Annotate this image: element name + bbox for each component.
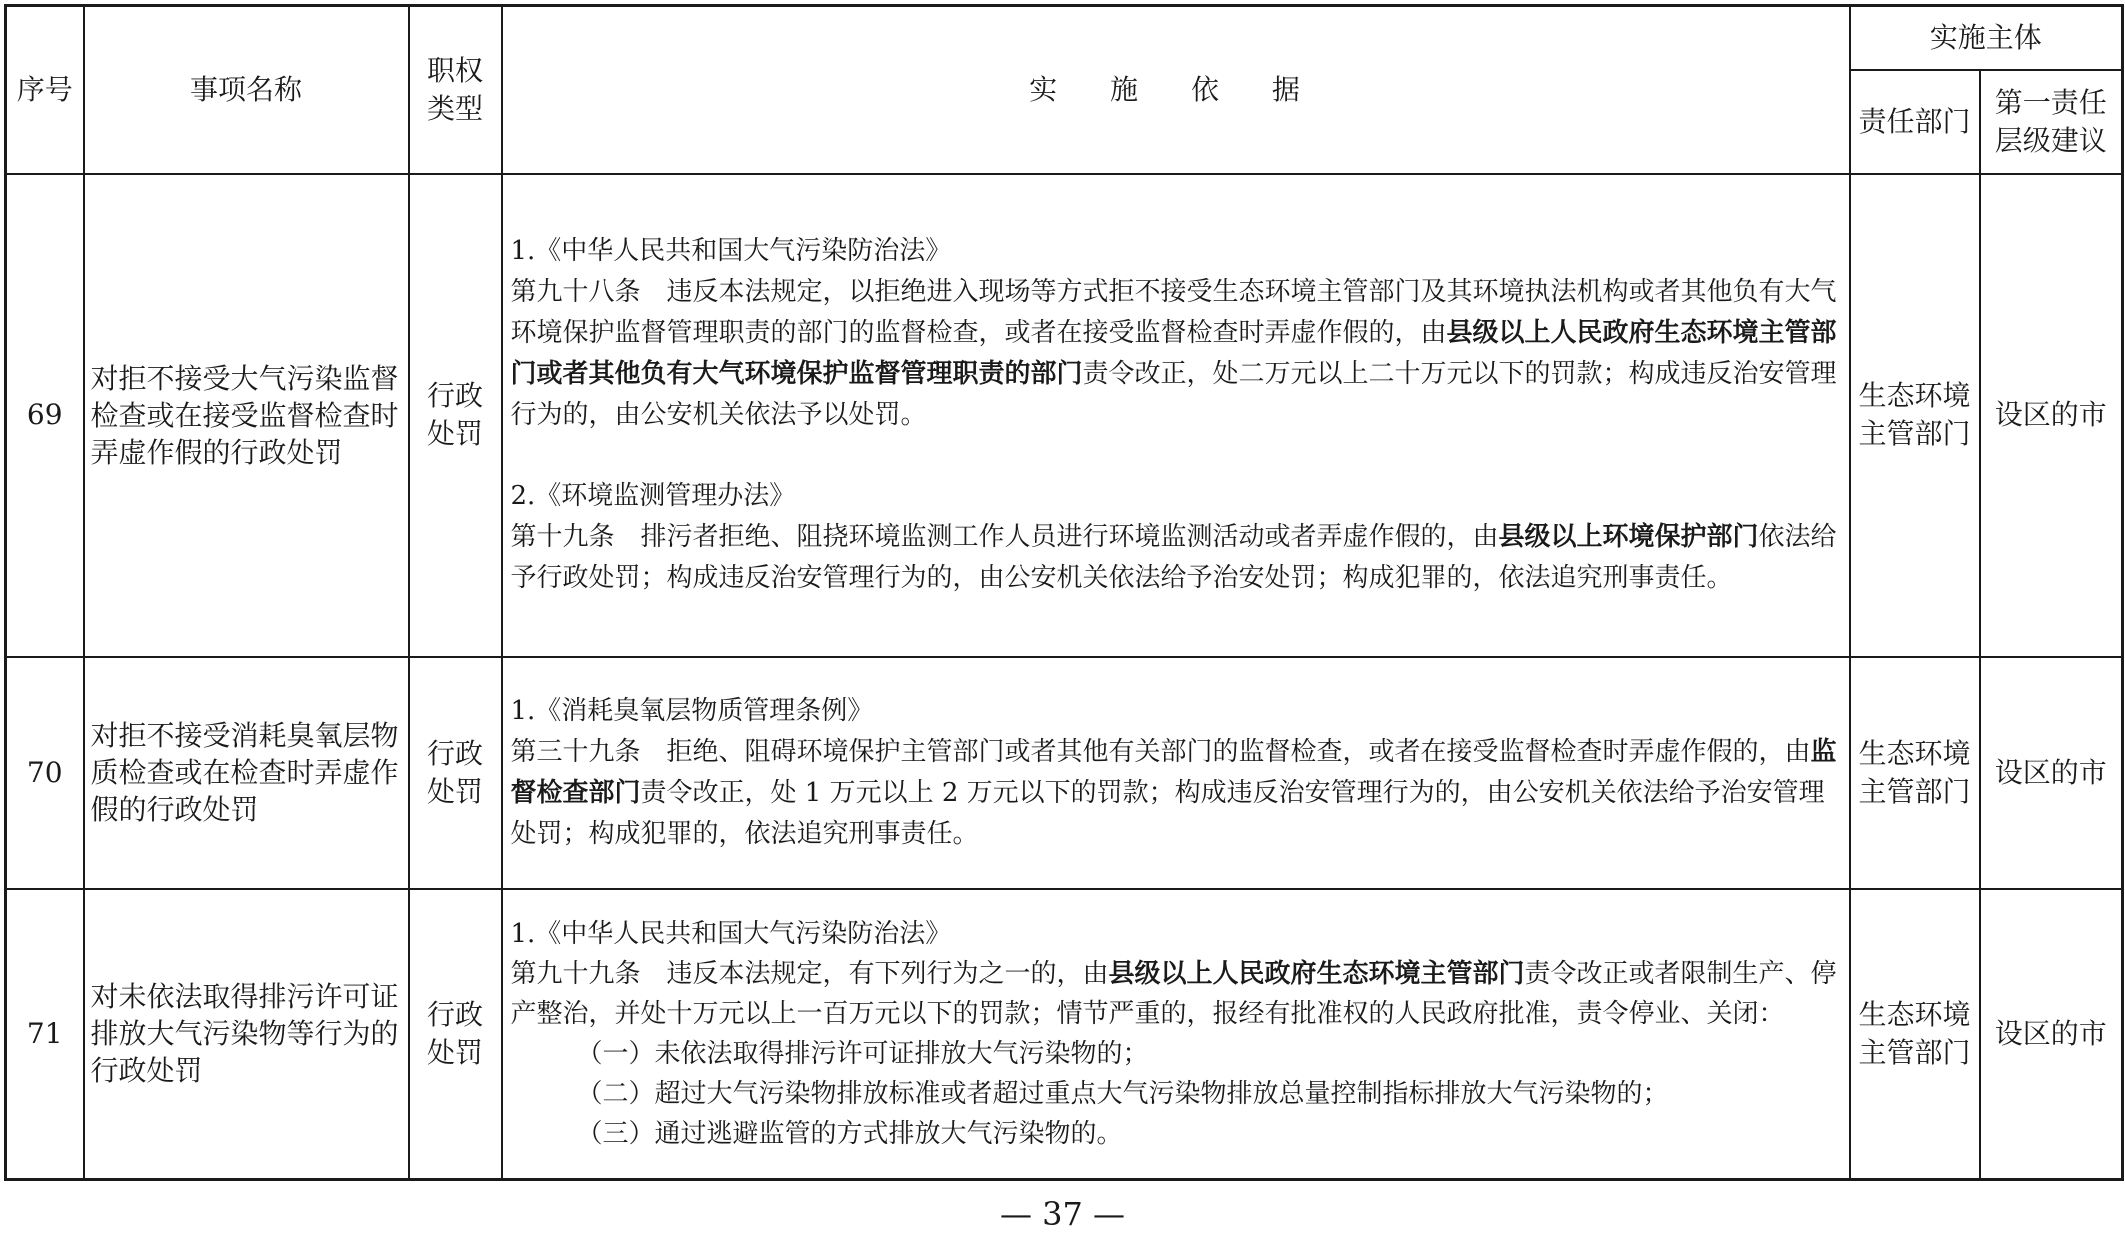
row-item-name: 对未依法取得排污许可证排放大气污染物等行为的行政处罚 <box>84 889 409 1180</box>
table-row <box>6 657 2123 889</box>
clause-text: 第九十九条 违反本法规定，有下列行为之一的，由 <box>510 958 1109 989</box>
header-seq: 序号 <box>6 6 84 174</box>
row-basis <box>502 657 1850 889</box>
row-seq: 71 <box>6 889 84 1180</box>
page-number: — 37 — <box>999 1195 1126 1233</box>
row-item-name: 对拒不接受大气污染监督检查或在接受监督检查时弄虚作假的行政处罚 <box>84 174 409 657</box>
header-level: 第一责任 层级建议 <box>1980 70 2123 174</box>
row-power-type: 行政 处罚 <box>409 657 502 889</box>
row-dept: 生态环境 主管部门 <box>1850 657 1980 889</box>
law-clause <box>511 272 1841 436</box>
clause-text: 第九十八条 违反本法规定，以拒绝进入现场等方式拒不接受生态环境主管部门及其环境执法机构或者其他负有大气环境保护监督管理职责的部门的监督检查，或者在接受监督检查时弄虚作假的，由 <box>510 277 1837 348</box>
penalty-table <box>4 4 2124 1181</box>
row-basis <box>502 174 1850 657</box>
responsible-authority: 县级以上人民政府生态环境主管部门或者其他负有大气环境保护监督管理职责的部门 <box>510 318 1837 389</box>
header-subject: 实施主体 <box>1850 6 2123 70</box>
row-dept: 生态环境 主管部门 <box>1850 174 1980 657</box>
row-item-name: 对拒不接受消耗臭氧层物质检查或在检查时弄虚作假的行政处罚 <box>84 657 409 889</box>
clause-text: 第十九条 排污者拒绝、阻挠环境监测工作人员进行环境监测活动或者弄虚作假的，由 <box>510 522 1499 552</box>
clause-text: 责令改正，处二万元以上二十万元以下的罚款；构成违反治安管理行为的，由公安机关依法予以处罚。 <box>510 359 1837 430</box>
list-item: （二）超过大气污染物排放标准或者超过重点大气污染物排放总量控制指标排放大气污染物的； <box>576 1078 1669 1109</box>
clause-text: 依法给予行政处罚；构成违反治安管理行为的，由公安机关依法给予治安处罚；构成犯罪的，依法追究刑事责任。 <box>510 522 1837 593</box>
responsible-authority: 县级以上人民政府生态环境主管部门 <box>1108 958 1525 989</box>
row-dept: 生态环境 主管部门 <box>1850 889 1980 1180</box>
row-level: 设区的市 <box>1980 889 2123 1180</box>
law-clause <box>511 517 1841 599</box>
law-title: 1.《中华人民共和国大气污染防治法》 <box>510 918 952 949</box>
row-power-type: 行政 处罚 <box>409 889 502 1180</box>
responsible-authority: 县级以上环境保护部门 <box>1498 522 1759 552</box>
header-row-1 <box>6 6 2123 70</box>
header-basis: 实 施 依 据 <box>502 6 1850 174</box>
table-row <box>6 174 2123 657</box>
spacer <box>511 436 1841 476</box>
law-title: 1.《消耗臭氧层物质管理条例》 <box>510 695 874 726</box>
law-clause <box>511 732 1841 855</box>
row-seq: 70 <box>6 657 84 889</box>
list-item: （一）未依法取得排污许可证排放大气污染物的； <box>576 1038 1149 1069</box>
clause-text: 责令改正，处 1 万元以上 2 万元以下的罚款；构成违反治安管理行为的，由公安机关依法给予治安管理处罚；构成犯罪的，依法追究刑事责任。 <box>510 777 1825 849</box>
header-power-type: 职权 类型 <box>409 6 502 174</box>
law-title: 2.《环境监测管理办法》 <box>510 481 796 511</box>
clause-text: 责令改正或者限制生产、停产整治，并处十万元以上一百万元以下的罚款；情节严重的，报经有批准权的人民政府批准，责令停业、关闭： <box>510 958 1837 1029</box>
header-dept: 责任部门 <box>1850 70 1980 174</box>
header-item-name: 事项名称 <box>84 6 409 174</box>
law-title: 1.《中华人民共和国大气污染防治法》 <box>510 236 952 266</box>
responsible-authority: 监督检查部门 <box>510 736 1837 808</box>
row-seq: 69 <box>6 174 84 657</box>
table-row <box>6 889 2123 1180</box>
list-item: （三）通过逃避监管的方式排放大气污染物的。 <box>576 1118 1123 1149</box>
row-level: 设区的市 <box>1980 174 2123 657</box>
law-clause <box>511 954 1841 1034</box>
row-level: 设区的市 <box>1980 657 2123 889</box>
clause-text: 第三十九条 拒绝、阻碍环境保护主管部门或者其他有关部门的监督检查，或者在接受监督检查时弄虚作假的，由 <box>510 736 1811 767</box>
row-basis <box>502 889 1850 1180</box>
row-power-type: 行政 处罚 <box>409 174 502 657</box>
